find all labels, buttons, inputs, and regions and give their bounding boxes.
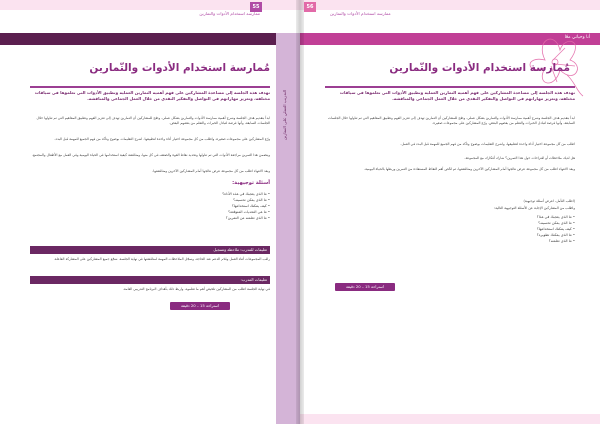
prompt-text: (اطلب التأمل، اعرض أسئلة توجيهية) bbox=[523, 199, 575, 203]
side-column-label: التدريب العملي على التمارين bbox=[282, 89, 287, 140]
list-item: • كيف يمكنك استخدامها؟ bbox=[325, 226, 575, 232]
paragraph: وبعد الانتهاء اطلب من كل مجموعة عرض نتائجها أمام المشاركين الآخرين ومناقشتها، ثم لخّص أهم النقاط المستفادة من التمرين وربطها بالحياة اليومية. bbox=[364, 167, 575, 171]
intro-text: تهدف هذه الجلسة إلى مساعدة المشاركين على فهم أهمية التمارين العملية وتطبيق الأدوات التي تعلموها في سياقات مختلفة، وتعزيز مهاراتهم في التواصل والتفكير النقدي من خلال العمل الجماعي والمناقشة. bbox=[34, 90, 270, 101]
paragraph: وبعد الانتهاء اطلب من كل مجموعة عرض نتائجها أمام المشاركين الآخرين ومناقشتها. bbox=[152, 169, 270, 173]
paragraph: وزّع المشاركين على مجموعات صغيرة، واطلب من كل مجموعة اختيار أداة واحدة لتطبيقها. اشرح التعليمات بوضوح وتأكد من فهم الجميع للمهمة قبل البدء. bbox=[54, 137, 270, 141]
intro-text: تهدف هذه الجلسة إلى مساعدة المشاركين على فهم أهمية التمارين العملية وتطبيق الأدوات التي تعلموها في سياقات مختلفة، وتعزيز مهاراتهم في التواصل والتفكير النقدي من خلال العمل الجماعي والمناقشة. bbox=[339, 90, 575, 101]
list-item: • ما الذي يعجبك في هذه الأداة؟ bbox=[30, 191, 270, 197]
running-header: ممارسة استخدام الأدوات والتمارين bbox=[199, 11, 260, 16]
time-badge: استراحة 15 – 20 دقيقة bbox=[335, 283, 395, 291]
list-item: • ما الذي يمكن تحسينه؟ bbox=[30, 197, 270, 203]
section-heading: تعليمات المدرب: bbox=[30, 276, 270, 284]
flower-illustration-icon bbox=[505, 20, 595, 100]
title-underline bbox=[325, 86, 575, 88]
list-item: • ما الذي يمكنك تطويره؟ bbox=[325, 232, 575, 238]
paragraph: ابدأ بتقديم هدف الجلسة وشرح أهمية ممارسة الأدوات والتمارين بشكل عملي. وضّح للمشاركين أن التمارين تهدف إلى تعزيز الفهم وتطبيق المفاهيم التي تم تناولها خلال الجلسات السابقة، وأنها فرصة لتبادل الخبرات والتعلم من بعضهم البعض. bbox=[36, 116, 270, 126]
questions-heading: أسئلة توجيهية: bbox=[232, 180, 270, 186]
list-item: • ما الذي تعلمته من التمرين؟ bbox=[30, 215, 270, 221]
list-item: • ما الذي يعجبك في هذا؟ bbox=[325, 214, 575, 220]
running-header: ممارسة استخدام الأدوات والتمارين bbox=[330, 11, 391, 16]
time-badge: استراحة 15 – 20 دقيقة bbox=[170, 302, 230, 310]
top-strip bbox=[300, 0, 600, 10]
page-number: 56 bbox=[304, 2, 316, 12]
section-text: راقب المجموعات أثناء العمل وقدّم الدعم عند الحاجة، وسجّل الملاحظات المهمة لمناقشتها في نهاية الجلسة. شجّع جميع المشاركين على المشاركة الفاعلة. bbox=[53, 257, 270, 261]
right-page bbox=[300, 0, 600, 424]
paragraph: ويتضمن هذا التمرين مراجعة الأدوات التي تم تناولها وتحديد نقاط القوة والضعف في كل منها، ومناقشة كيفية استخدامها في الحياة اليومية وفي العمل مع الأطفال والمجتمع. bbox=[31, 153, 270, 157]
list-item: • ما هي التحديات المتوقعة؟ bbox=[30, 209, 270, 215]
paragraph: هل لديك ملاحظات أو اقتراحات حول هذا التمرين؟ شارك أفكارك مع المجموعة. bbox=[464, 156, 575, 160]
paragraph: اطلب من كل مجموعة اختيار أداة واحدة لتطبيقها، واشرح التعليمات بوضوح وتأكد من فهم الجميع للمهمة قبل البدء في العمل. bbox=[400, 142, 575, 146]
section-heading: تعليمات للمدرب: ملاحظة وتسجيل bbox=[30, 246, 270, 254]
page-title: مُمارسة استخدام الأدوات والتّمارين bbox=[389, 62, 570, 74]
questions-list bbox=[30, 191, 270, 221]
questions-intro: واطلب من المشاركين الإجابة عن الأسئلة التوجيهية التالية: bbox=[494, 206, 575, 210]
section-band-label: أنا وحياتي معًا bbox=[564, 35, 590, 40]
bottom-strip bbox=[300, 414, 600, 424]
section-text: في نهاية الجلسة اطلب من المشاركين تلخيص أهم ما تعلموه، واربط ذلك بأهداف البرنامج التدريبي العامة. bbox=[122, 287, 270, 291]
paragraph: ابدأ بتقديم هدف الجلسة وشرح أهمية ممارسة الأدوات والتمارين بشكل عملي. وضّح للمشاركين أن التمارين تهدف إلى تعزيز الفهم وتطبيق المفاهيم التي تم تناولها خلال الجلسات السابقة، وأنها فرصة لتبادل الخبرات والتعلم من بعضهم البعض. وزّع المشاركين على مجموعات صغيرة. bbox=[327, 116, 575, 126]
page-title: مُمارسة استخدام الأدوات والتّمارين bbox=[89, 62, 270, 74]
questions-list bbox=[325, 214, 575, 244]
list-item: • كيف يمكنك استخدامها؟ bbox=[30, 203, 270, 209]
title-underline bbox=[30, 86, 270, 88]
page-number: 55 bbox=[250, 2, 262, 12]
list-item: • ما الذي يمكن تحسينه؟ bbox=[325, 220, 575, 226]
book-gutter bbox=[296, 0, 304, 424]
list-item: • ما الذي تعلمته؟ bbox=[325, 238, 575, 244]
